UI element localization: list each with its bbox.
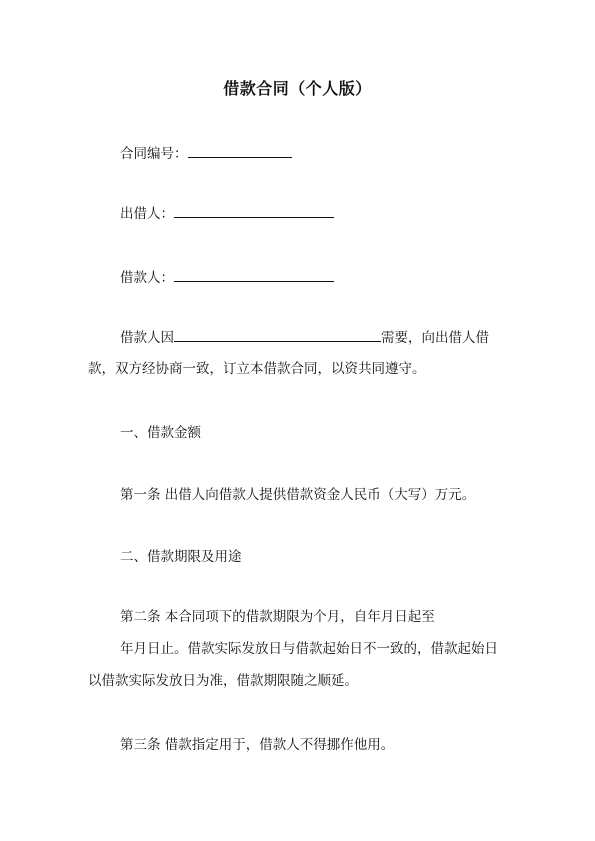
article-1: 第一条 出借人向借款人提供借款资金人民币（大写）万元。 (120, 487, 476, 503)
intro-suffix: 需要，向出借人借 (381, 330, 489, 346)
article-3: 第三条 借款指定用于，借款人不得挪作他用。 (120, 737, 395, 753)
borrower-label: 借款人： (120, 270, 174, 286)
lender-blank[interactable] (174, 204, 334, 218)
contract-number-label: 合同编号： (120, 146, 188, 162)
section-1-heading: 一、借款金额 (120, 425, 201, 441)
document-title: 借款合同（个人版） (223, 79, 372, 98)
intro-prefix: 借款人因 (120, 330, 174, 346)
lender-line (120, 204, 334, 223)
intro-line-1 (120, 328, 489, 347)
lender-label: 出借人： (120, 206, 174, 222)
intro-line-2: 款，双方经协商一致，订立本借款合同，以资共同遵守。 (88, 361, 426, 377)
borrower-blank[interactable] (174, 268, 334, 282)
purpose-blank[interactable] (174, 328, 381, 342)
contract-number-line (120, 144, 292, 163)
borrower-line (120, 268, 334, 287)
contract-number-blank[interactable] (188, 144, 292, 158)
article-2-line-1: 第二条 本合同项下的借款期限为个月，自年月日起至 (120, 609, 435, 625)
section-2-heading: 二、借款期限及用途 (120, 549, 242, 565)
article-2-line-2: 年月日止。借款实际发放日与借款起始日不一致的，借款起始日 (120, 641, 498, 657)
article-2-line-3: 以借款实际发放日为准，借款期限随之顺延。 (88, 673, 358, 689)
